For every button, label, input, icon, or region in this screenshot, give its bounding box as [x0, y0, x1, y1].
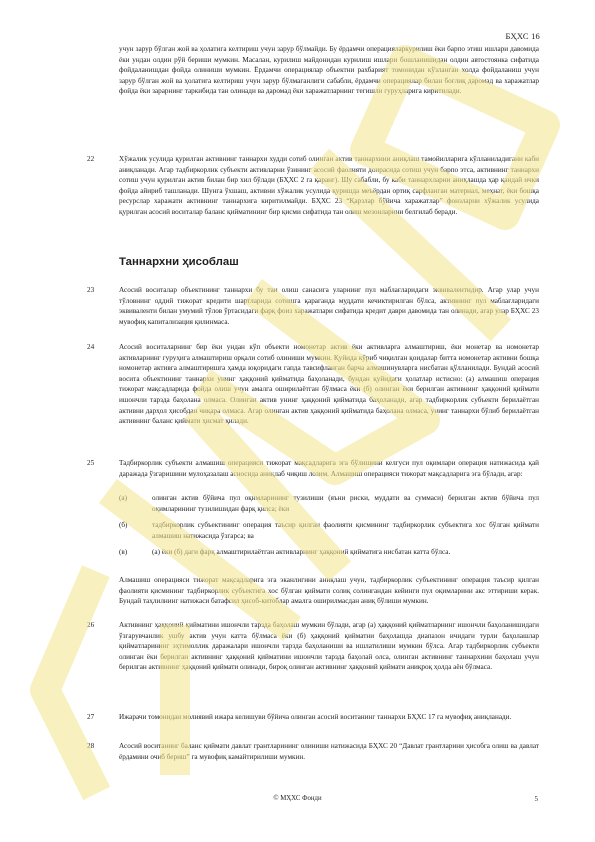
paragraph-number: 28	[87, 742, 95, 750]
sub-item-text: олинган актив бўйича пул оқимларининг тузилиши (яъни риски, муддати ва суммаси) берилган актив бўйича пул оқимларининг тузилишидан фарқ қилса; ёки	[152, 494, 539, 513]
sub-item-label: (б)	[119, 521, 128, 529]
sub-item-text: (а) ёки (б) даги фарқ алмаштирилаётган активларнинг ҳаққоний қийматига нисбатан катта бўлса.	[152, 548, 451, 556]
paragraph-number: 26	[87, 621, 95, 629]
paragraph-number: 23	[87, 286, 95, 294]
paragraph-number: 27	[87, 713, 95, 721]
sub-item-label: (в)	[119, 548, 128, 556]
paragraph-text: Хўжалик усулида қурилган активнинг таннархи худди сотиб олинган актив таннархини аниқлаш тамойилларига кўлланиладигани каби аниқланади. Агар тадбиркорлик субъекти активларни ўзининг асосий фаолияти доирасида сотиш учун барпо этса, активнинг таннархи сотиш учун қурилган актив билан бир хил бўлади (БҲХС 2 га қаранг). Шу сабабли, бу каби таннархларни аниқлашда ҳар қандай ички фойда айириб ташланади. Шунга ўхшаш, активни хўжалик усулида қуришда меъёрдан ортиқ сарфланган материал, меҳнат, ёки бошқа ресурслар харажати активнинг таннархига киритилмайди. БҲХС 23 “Қарзлар бўйича харажатлар” фонзларни хўжалик усулида қурилган асосий воситалар баланс қийматининг бир қисми сифатида тан олиш мезонларини белгилаб беради.	[119, 155, 539, 216]
paragraph-text: Асосий воситанинг баланс қиймати давлат грантларининг олиниши натижасида БҲХС 20 “Давлат грантларини ҳисобга олиш ва давлат ёрдамини очиб бериш” га мувофиқ камайтирилиши мумкин.	[119, 742, 539, 761]
footer-copyright: © МҲХС Фонди	[273, 795, 322, 802]
section-title: Таннархни ҳисоблаш	[119, 256, 239, 268]
paragraph-text: Асосий воситалар объектининг таннархи бу тан олиш санасига уларнинг пул маблағларидаги эквивалентидир. Агар улар учун тўловнинг оддий тижорат кредити шартларида сотишга қараганда муддати кечиктирилган бўлса, активнинг пул маблағларидаги эквиваленти билан умумий тўлов ўртасидаги фарқ фоиз харажатлари сифатида кредит даври давомида тан олинади, агар улар БҲХС 23 мувофиқ капитализация қилинмаса.	[119, 286, 539, 326]
sub-item-label: (а)	[119, 494, 127, 502]
paragraph-number: 25	[87, 459, 95, 467]
paragraph-text: Алмашиш операцияси тижорат мақсадларига эга эканлигини аниқлаш учун, тадбиркорлик субъектининг операция таъсир қилган фаолияти қисмининг тадбиркорлик субъектига хос бўлган қиймати солиқ солингандан кейинги пул оқимларини акс эттириши керак. Бундай таҳлилнинг натижаси батафсил ҳисоб-китоблар амалга оширилмасдан аниқ бўлиши мумкин.	[119, 576, 539, 606]
paragraph-text: Ижарачи томонидан молиявий ижара келишуви бўйича олинган асосий воситанинг таннархи БҲХС 17 га мувофиқ аниқланади.	[119, 713, 512, 721]
paragraph-text: Активнинг ҳаққоний қийматини ишончли тарзда баҳолаш мумкин бўлади, агар (а) ҳаққоний қийматларнинг ишончли баҳоланишидаги ўзгарувчанлик ушбу актив учун катта бўлмаса ёки (б) ҳаққоний қийматни баҳолашда диапазон ичидаги турли баҳолашлар қийматларининг эҳтимоллик даражалари ишончли тарзда баҳоланиши ва ишлатилиши мумкин бўлса. Агар тадбиркорлик субъекти олинган ёки берилган активнинг ҳаққоний қийматини ишончли тарзда баҳолай олса, олинган активнинг таннархини баҳолаш учун берилган активнинг ҳаққоний қиймати олинади, бироқ олинган активнинг ҳаққоний қиймати аниқроқ ҳолда аён бўлмаса.	[119, 621, 539, 672]
paragraph-number: 24	[87, 343, 95, 351]
page-number: 5	[534, 795, 538, 803]
paragraph-number: 22	[87, 155, 95, 163]
sub-item-text: тадбиркорлик субъектининг операция таъсир қилган фаолияти қисмининг тадбиркорлик субъектига хос бўлган қиймати алмашиш натижасида ўзгарса; ва	[152, 521, 539, 540]
paragraph-text: Асосий воситаларнинг бир ёки ундан кўп объекти номонетар актив ёки активларга алмаштириш, ёки монетар ва номонетар активларнинг гуруҳига алмаштириш орқали сотиб олиниши мумкин. Қуйида кўриб чиқилган қоидалар битта номонетар активни бошқа номонетар активга алмаштиришга ҳамда юқоридаги гапда тавсифланган барча алмашинувларга нисбатан қўлланилади. Бундай асосий восита объектининг таннархи унинг ҳаққоний қийматида баҳоланади, бундан қуйидаги ҳолатлар истисно: (а) алмашиш операция тижорат мақсадларида фойда олиш учун амалга оширилаётган бўлмаса ёки (б) олинган ёки берилган активнинг ҳаққоний қиймати ишончли тарзда баҳолана олмаса. Олинган актив унинг ҳаққоний қийматида баҳоланади, агар тадбиркорлик субъекти берилаётган активни дарҳол ҳисобдан чиқара олмаса. Агар олинган актив ҳаққоний қийматида баҳолана олмаса, унинг таннархи бўлиб берилаётган активнинг баланс қиймати ҳисмат қилади.	[119, 343, 539, 426]
intro-paragraph: учун зарур бўлган жой ва ҳолатига келтириш учун зарур бўлмайди. Бу ёрдамчи операцияларкурилиш ёки барпо этиш ишлари давомида ёки ундан олдин рўй бериши мумкин. Масалан, курилиш майдонидан курилиш ишлари бошланишидан олдин автостоянка сифатида фойдаланишдан фойда олиниши мумкин. Ёрдамчи операциялар объектни рахбарият томонидан кўзланган холда фойдаланиш учун зарур бўлган жой ва ҳолатига келтириш учун зарур бўлмаганлиги сабабли, ёрдамчи операциялар билан боғлиқ даромад ва харажатлар фойда ёки зарарнинг таркибида тан олинади ва даромад ёки харажатларнинг тегишли гуруҳларига киритилади.	[119, 45, 539, 96]
paragraph-text: Тадбиркорлик субъекти алмашиш операцияси тижорат мақсадларига эга бўлишини келгуси пул оқимлари операция натижасида қай даражада ўзгаришини мулоҳазалаш асносида аниқлаб чиқиш лозим. Алмашиш операцияси тижорат мақсадларига эга бўлади, агар:	[119, 459, 539, 478]
page-header: БҲХС 16	[505, 31, 540, 41]
